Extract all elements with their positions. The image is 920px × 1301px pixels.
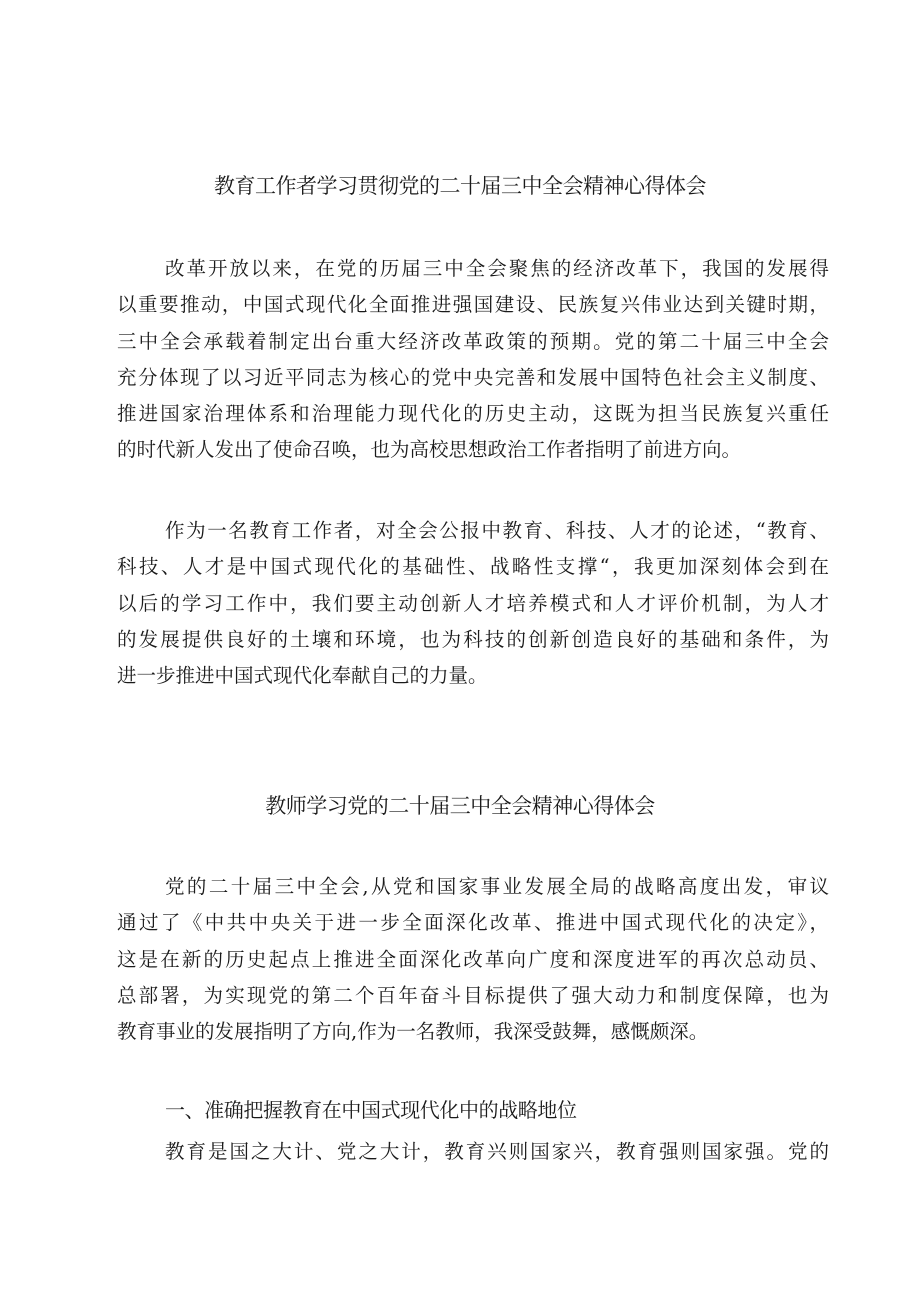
paragraph: [117, 869, 829, 1050]
text-line: 以后的学习工作中，我们要主动创新人才培养模式和人才评价机制，为人才: [117, 591, 829, 615]
text-line: 的时代新人发出了使命召唤，也为高校思想政治工作者指明了前进方向。: [117, 438, 742, 462]
text-line: 以重要推动，中国式现代化全面推进强国建设、民族复兴伟业达到关键时期，: [117, 293, 829, 317]
paragraph: [117, 513, 829, 694]
text-line: 这是在新的历史起点上推进全面深化改革向广度和深度进军的再次总动员、: [117, 947, 829, 971]
text-line: 教育事业的发展指明了方向,作为一名教师，我深受鼓舞，感慨颇深。: [117, 1020, 709, 1044]
paragraph: [117, 1134, 829, 1170]
article-title: 教师学习党的二十届三中全会精神心得体会: [265, 794, 655, 818]
paragraph: [117, 251, 829, 469]
text-line: 进一步推进中国式现代化奉献自己的力量。: [117, 664, 488, 688]
text-line: 总部署，为实现党的第二个百年奋斗目标提供了强大动力和制度保障，也为: [117, 983, 829, 1007]
text-line: 教育是国之大计、党之大计，教育兴则国家兴，教育强则国家强。党的: [165, 1140, 829, 1163]
text-line: 的发展提供良好的土壤和环境，也为科技的创新创造良好的基础和条件，为: [117, 627, 829, 651]
text-line: 推进国家治理体系和治理能力现代化的历史主动，这既为担当民族复兴重任: [117, 402, 829, 426]
section-heading: 一、准确把握教育在中国式现代化中的战略地位: [165, 1098, 577, 1122]
text-line: 党的二十届三中全会,从党和国家事业发展全局的战略高度出发，审议: [165, 875, 829, 898]
text-line: 作为一名教育工作者，对全会公报中教育、科技、人才的论述，“教育、: [165, 519, 829, 542]
article-title: 教育工作者学习贯彻党的二十届三中全会精神心得体会: [214, 174, 706, 198]
text-line: 改革开放以来，在党的历届三中全会聚焦的经济改革下，我国的发展得: [165, 257, 829, 280]
text-line: 通过了《中共中央关于进一步全面深化改革、推进中国式现代化的决定》，: [117, 911, 829, 935]
text-line: 三中全会承载着制定出台重大经济改革政策的预期。党的第二十届三中全会: [117, 329, 829, 353]
text-line: 科技、人才是中国式现代化的基础性、战略性支撑“，我更加深刻体会到在: [117, 555, 829, 579]
text-line: 充分体现了以习近平同志为核心的党中央完善和发展中国特色社会主义制度、: [117, 365, 829, 389]
